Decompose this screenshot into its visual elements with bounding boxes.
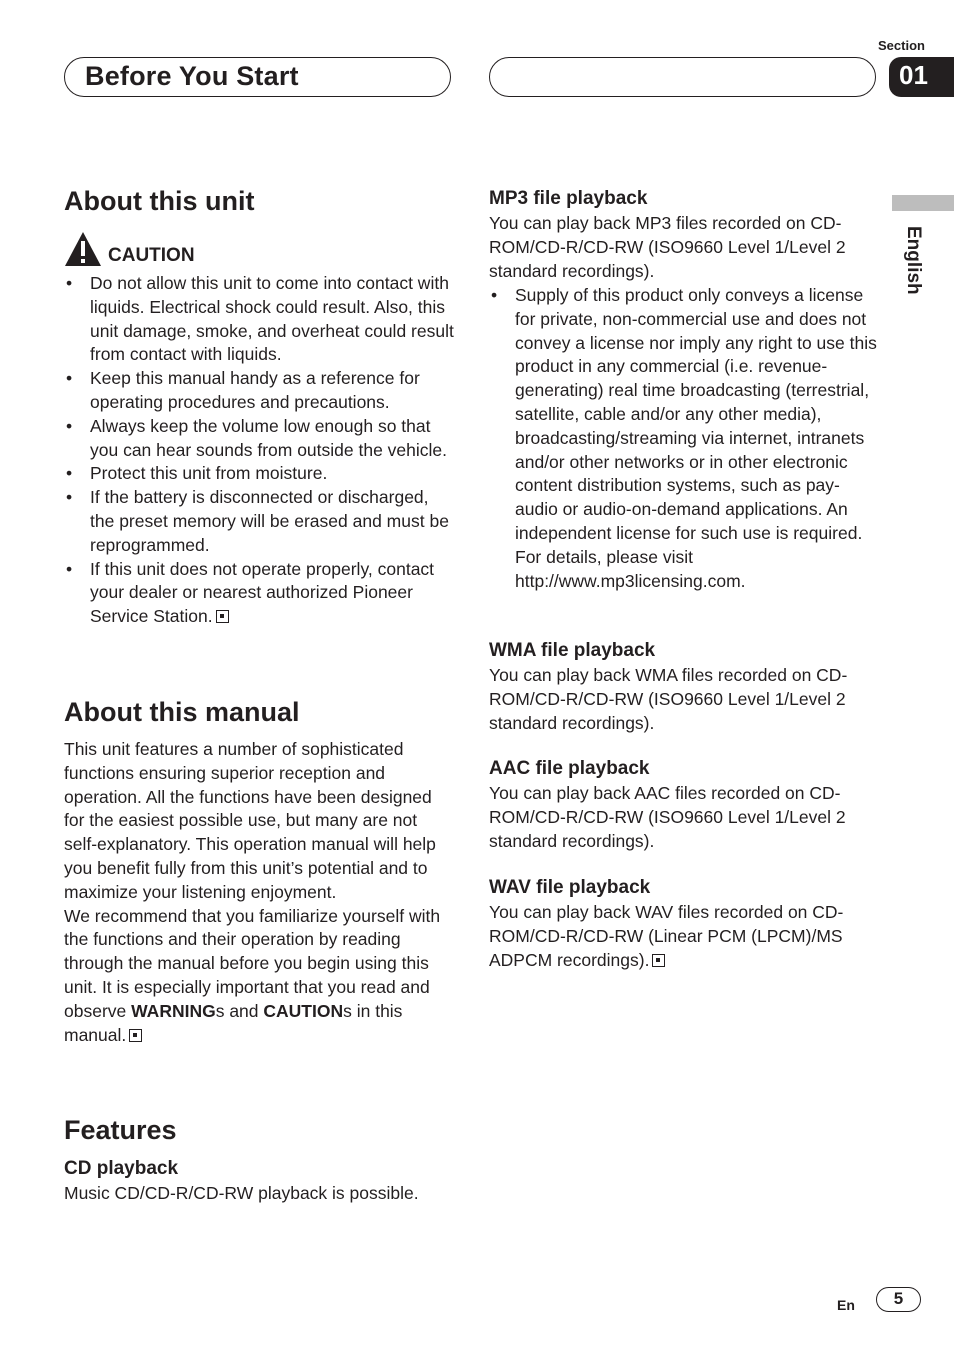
end-mark-icon — [129, 1029, 142, 1042]
language-tab-bar — [892, 195, 954, 211]
list-item: • Keep this manual handy as a reference for operating procedures and precautions. — [64, 367, 454, 415]
list-item: • Protect this unit from moisture. — [64, 462, 454, 486]
mp3-license-url: http://www.mp3licensing.com. — [515, 570, 746, 591]
cd-playback-text: Music CD/CD-R/CD-RW playback is possible. — [64, 1183, 419, 1203]
header-title-pill — [64, 57, 451, 97]
section-number-tab: 01 — [889, 57, 954, 97]
about-manual-heading: About this manual — [64, 697, 300, 727]
caution-label: CAUTION — [108, 245, 195, 266]
page-number: 5 — [876, 1287, 921, 1312]
aac-text: You can play back AAC files recorded on CD-ROM/CD-R/CD-RW (ISO9660 Level 1/Level 2 standard recordings). — [489, 783, 846, 851]
aac-heading: AAC file playback — [489, 758, 650, 779]
features-heading: Features — [64, 1115, 177, 1145]
about-manual-para2: We recommend that you familiarize yourself with the functions and their operation by reading through the manual before you begin using this unit. It is especially important that you read and observe WARNINGs and CAUTIONs in this manual. — [64, 905, 441, 1045]
wma-text: You can play back WMA files recorded on CD-ROM/CD-R/CD-RW (ISO9660 Level 1/Level 2 standard recordings). — [489, 665, 848, 733]
about-manual-para1: This unit features a number of sophisticated functions ensuring superior reception and operation. All the functions have been designed for the easiest possible use, but many are not self-explanatory. This operation manual will help you benefit fully from this unit’s potential and to maximize your listening enjoyment. — [64, 739, 436, 902]
wav-heading: WAV file playback — [489, 877, 651, 898]
warning-triangle-icon — [64, 231, 102, 267]
mp3-text: You can play back MP3 files recorded on CD-ROM/CD-R/CD-RW (ISO9660 Level 1/Level 2 standard recordings). — [489, 213, 846, 281]
list-item: • Supply of this product only conveys a license for private, non-commercial use and does not convey a license nor imply any right to use this product in any commercial (i.e. revenue-generating) real time broadcasting (terrestrial, satellite, cable and/or any other media), broadcasting/streaming via internet, intranets and/or other networks or in other electronic content distribution systems, such as pay-audio or audio-on-demand applications. An independent license for such use is required. For details, please visit http://www.mp3licensing.com. — [489, 284, 879, 593]
about-unit-heading: About this unit — [64, 186, 255, 216]
wav-text: You can play back WAV files recorded on CD-ROM/CD-R/CD-RW (Linear PCM (LPCM)/MS ADPCM recordings). — [489, 902, 844, 970]
page-title: Before You Start — [85, 61, 299, 91]
header-right-pill — [489, 57, 876, 97]
wma-heading: WMA file playback — [489, 640, 656, 661]
list-item: • Always keep the volume low enough so that you can hear sounds from outside the vehicle. — [64, 415, 454, 463]
warning-word: WARNING — [131, 1000, 216, 1021]
footer-language-code: En — [837, 1297, 855, 1313]
language-label: English — [903, 226, 924, 295]
cd-playback-heading: CD playback — [64, 1158, 179, 1179]
end-mark-icon — [652, 954, 665, 967]
mp3-heading: MP3 file playback — [489, 188, 648, 209]
end-mark-icon — [216, 610, 229, 623]
list-item: • Do not allow this unit to come into contact with liquids. Electrical shock could result. Also, this unit damage, smoke, and overheat could result from contact with liquids. — [64, 272, 454, 367]
caution-list — [64, 272, 454, 629]
caution-word: CAUTION — [263, 1000, 344, 1021]
list-item: • If this unit does not operate properly, contact your dealer or nearest authorized Pioneer Service Station. — [64, 558, 454, 629]
about-manual-body — [64, 738, 450, 1047]
list-item: • If the battery is disconnected or discharged, the preset memory will be erased and must be reprogrammed. — [64, 486, 454, 557]
section-label: Section — [878, 38, 925, 53]
mp3-license-list — [489, 284, 879, 593]
